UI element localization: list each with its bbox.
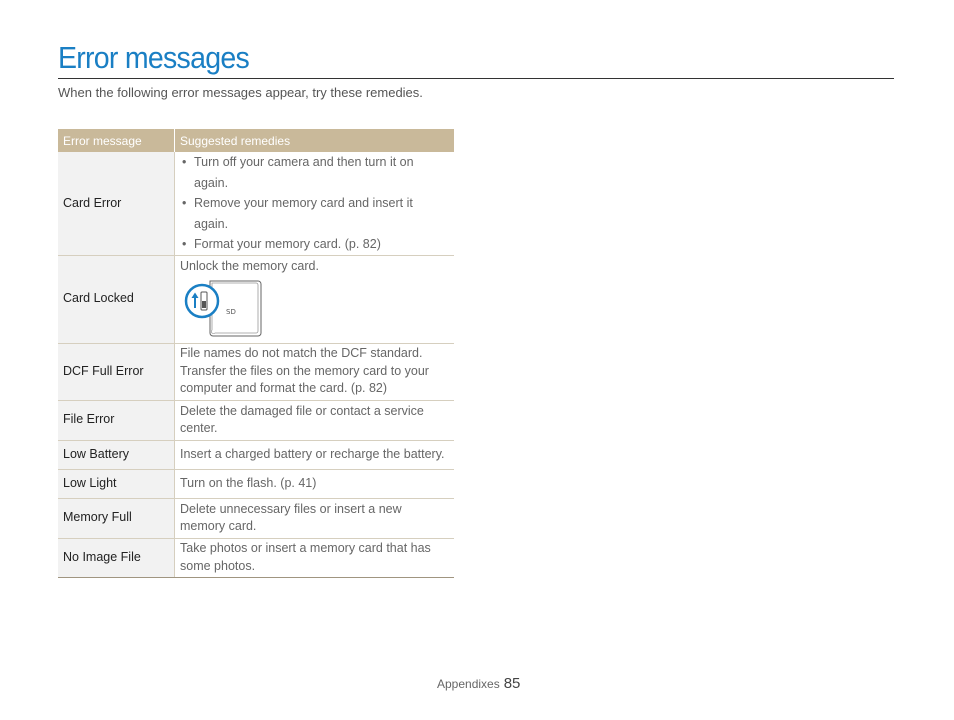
table-row [58,469,454,498]
table-row [58,343,454,400]
table-row [58,152,454,255]
table-row [58,255,454,343]
error-message-cell: Card Error [58,152,175,255]
table-header-row [58,129,454,152]
table-row [58,538,454,577]
list-item: • Format your memory card. (p. 82) [182,237,381,251]
list-item: • Remove your memory card and insert it again. [182,196,413,231]
remedy-cell: Delete the damaged file or contact a service center. [175,400,455,440]
table-row [58,498,454,538]
page-subtitle: When the following error messages appear, try these remedies. [58,85,423,100]
error-message-cell: No Image File [58,538,175,577]
error-message-cell: DCF Full Error [58,343,175,400]
page-footer [437,675,520,692]
sd-card-label: SD [226,308,236,317]
remedy-list [180,152,449,255]
error-message-cell: File Error [58,400,175,440]
remedy-cell: Delete unnecessary files or insert a new memory card. [175,498,455,538]
page-title: Error messages [58,40,249,75]
error-messages-table [58,129,454,578]
remedy-cell: Turn on the flash. (p. 41) [175,469,455,498]
column-header-suggested-remedies: Suggested remedies [175,129,455,152]
remedy-cell: Unlock the memory card. SD [175,255,455,343]
error-message-cell: Low Light [58,469,175,498]
title-divider [58,78,894,79]
remedy-cell [175,152,455,255]
remedy-cell: Insert a charged battery or recharge the battery. [175,440,455,469]
remedy-cell: File names do not match the DCF standard. Transfer the files on the memory card to your computer and format the card. (p. 82) [175,343,455,400]
list-item: • Turn off your camera and then turn it on again. [182,155,414,190]
footer-section-name: Appendixes [437,677,500,691]
error-message-cell: Low Battery [58,440,175,469]
column-header-error-message: Error message [58,129,175,152]
table-row [58,400,454,440]
page-number: 85 [503,675,521,692]
sd-card-lock-icon [180,280,270,340]
table-row [58,440,454,469]
error-message-cell: Memory Full [58,498,175,538]
remedy-cell: Take photos or insert a memory card that has some photos. [175,538,455,577]
error-message-cell: Card Locked [58,255,175,343]
